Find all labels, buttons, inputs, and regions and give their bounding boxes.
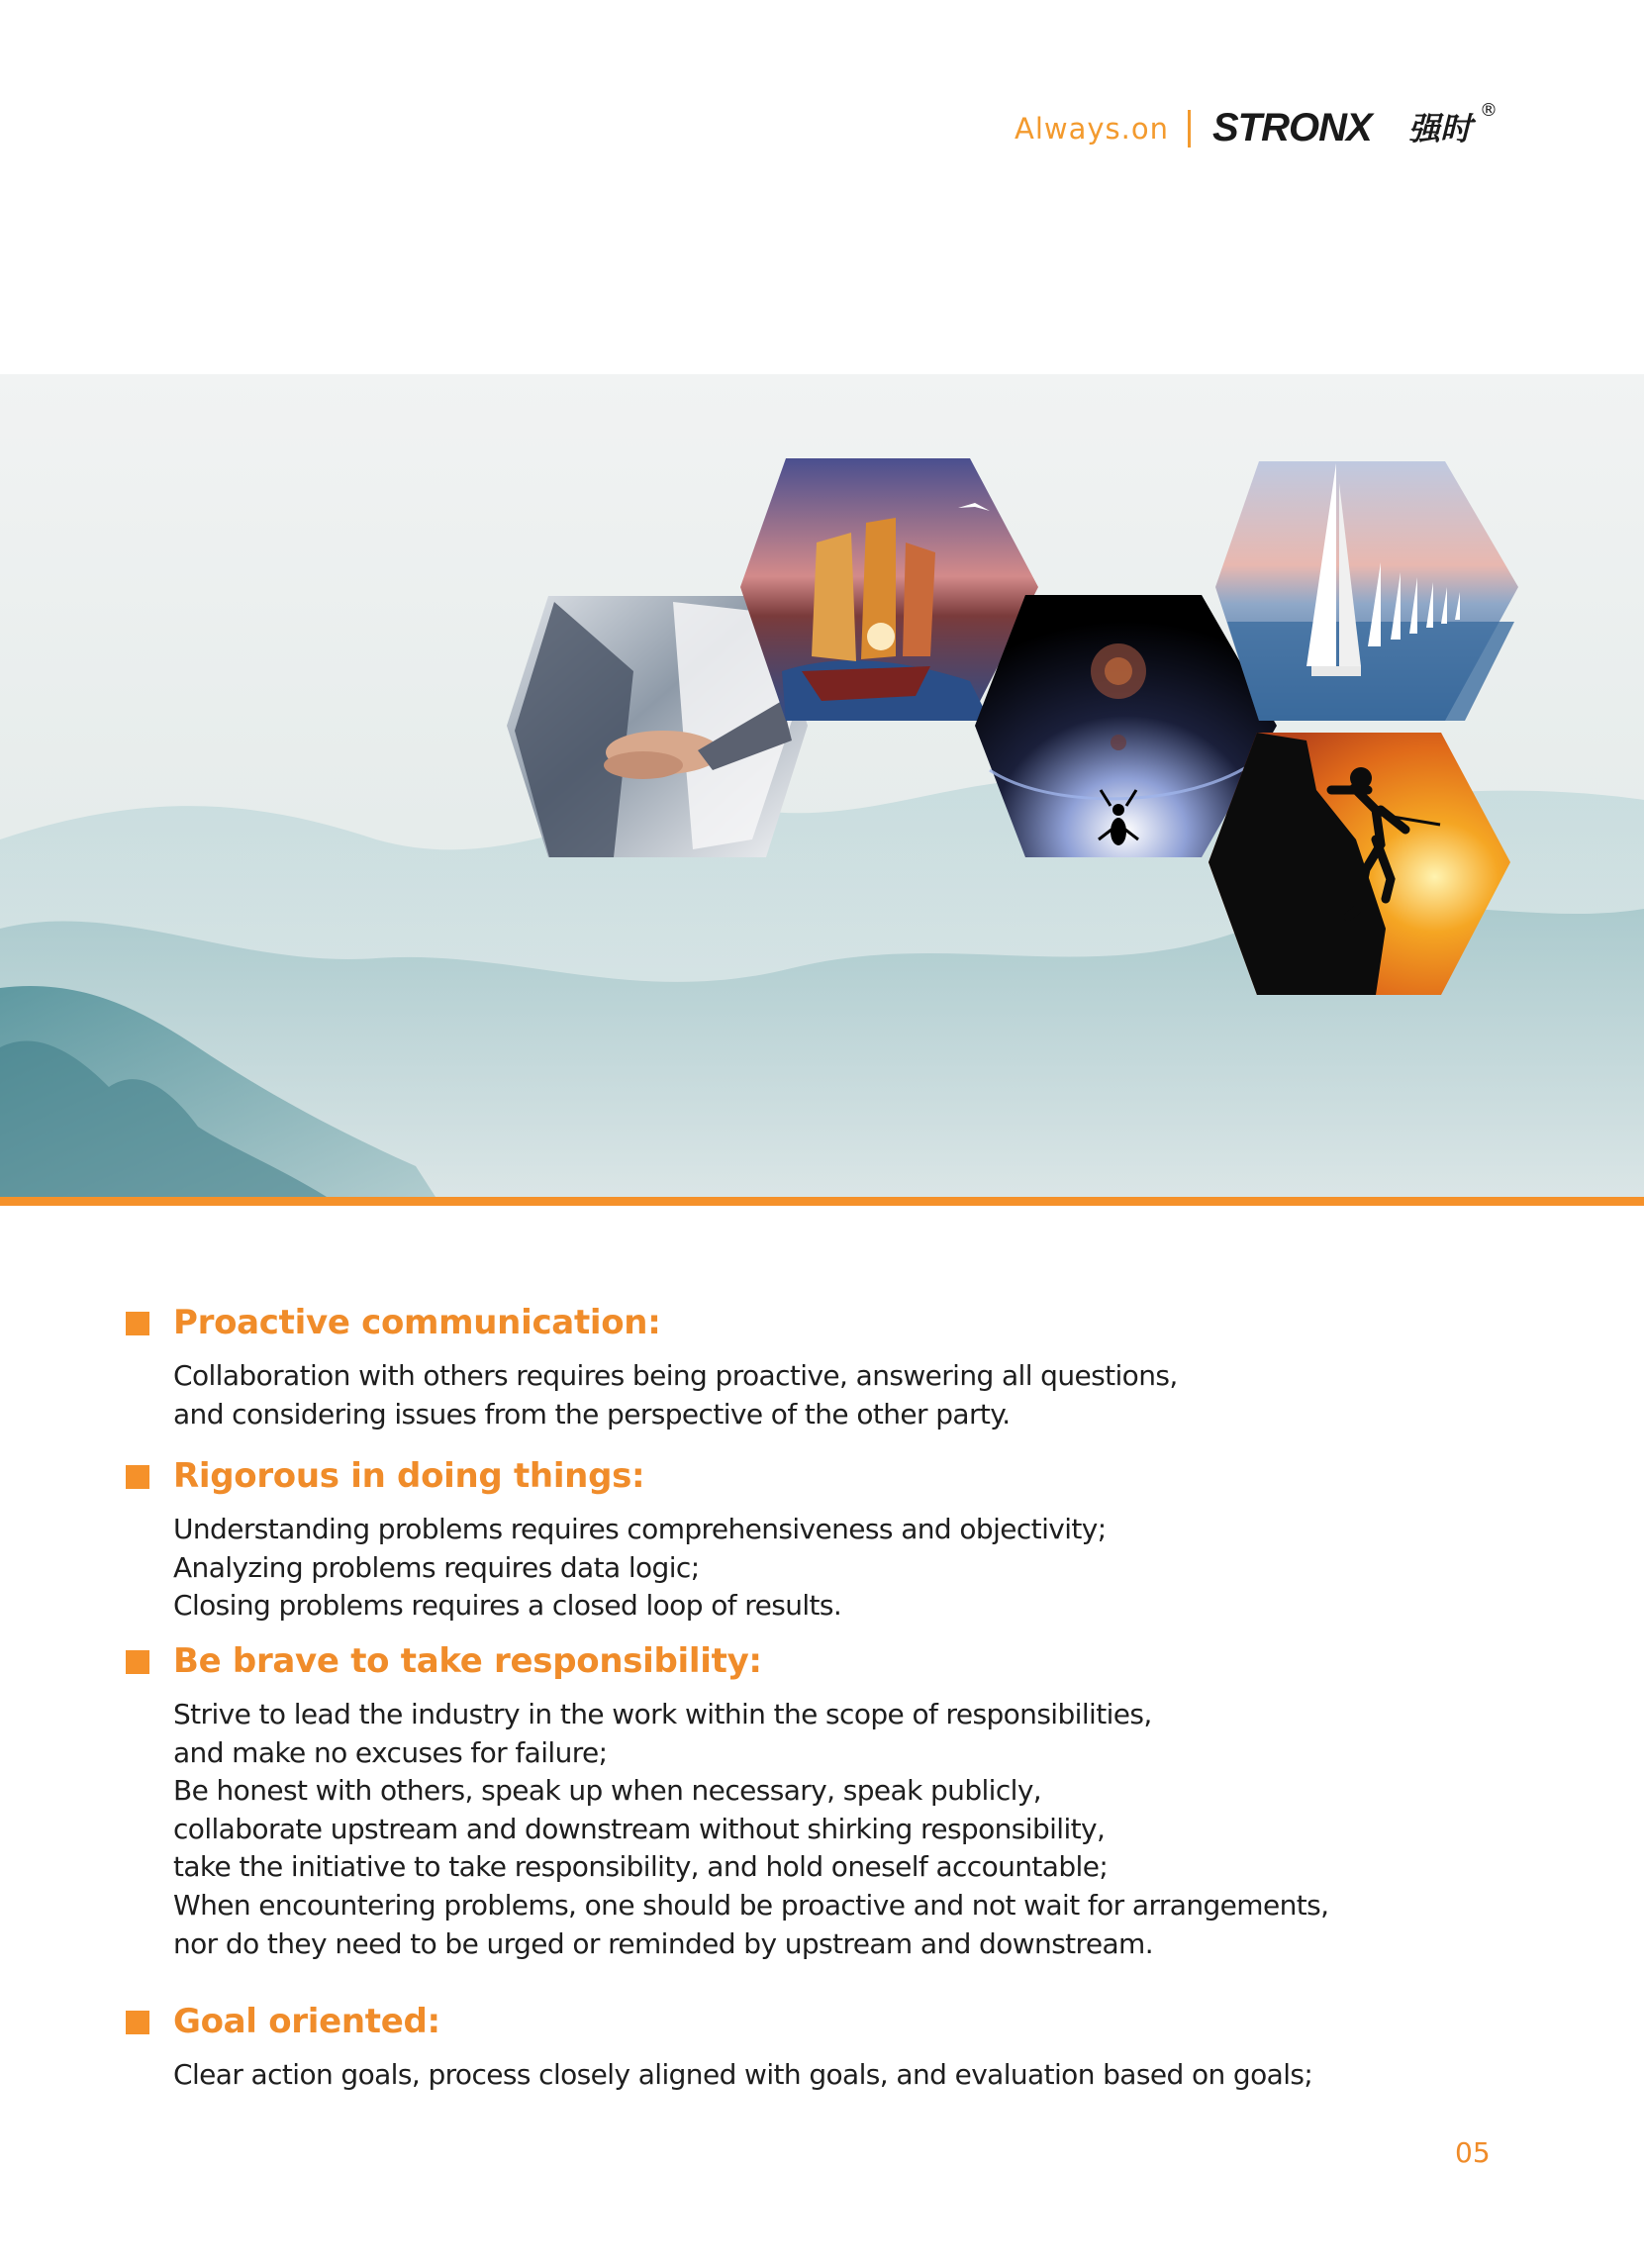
body-line: Collaboration with others requires being proactive, answering all questions, <box>173 1359 1178 1392</box>
orange-square-bullet-icon <box>126 1650 149 1674</box>
body-line: Closing problems requires a closed loop of results. <box>173 1589 842 1623</box>
body-line: When encountering problems, one should be proactive and not wait for arrangements, <box>173 1888 1329 1922</box>
hero-banner <box>0 374 1644 1197</box>
body-line: take the initiative to take responsibility, and hold oneself accountable; <box>173 1850 1109 1884</box>
section-body <box>173 1357 1178 1433</box>
body-line: Clear action goals, process closely aligned with goals, and evaluation based on goals; <box>173 2058 1313 2091</box>
orange-divider-rule <box>0 1197 1644 1206</box>
body-line: nor do they need to be urged or reminded by upstream and downstream. <box>173 1926 1154 1960</box>
section-heading: Goal oriented: <box>173 2002 440 2041</box>
section-body <box>173 1511 1107 1626</box>
tagline: Always.on <box>1015 112 1169 146</box>
body-line: and make no excuses for failure; <box>173 1735 608 1769</box>
section-heading: Rigorous in doing things: <box>173 1456 645 1496</box>
orange-square-bullet-icon <box>126 2011 149 2034</box>
section-heading: Be brave to take responsibility: <box>173 1641 762 1681</box>
header-divider <box>1188 110 1191 148</box>
brand-chinese: 强时 <box>1408 110 1473 148</box>
registered-mark: ® <box>1480 100 1498 121</box>
orange-square-bullet-icon <box>126 1312 149 1335</box>
body-line: Strive to lead the industry in the work within the scope of responsibilities, <box>173 1698 1152 1730</box>
section-body <box>173 1696 1328 1963</box>
section-heading: Proactive communication: <box>173 1303 661 1342</box>
body-line: Be honest with others, speak up when necessary, speak publicly, <box>173 1774 1042 1808</box>
body-line: Understanding problems requires comprehensiveness and objectivity; <box>173 1513 1107 1545</box>
stronx-logo <box>1212 94 1519 153</box>
page-number: 05 <box>1455 2136 1491 2169</box>
page-header <box>1000 94 1554 163</box>
body-line: and considering issues from the perspective of the other party. <box>173 1397 1011 1430</box>
orange-square-bullet-icon <box>126 1465 149 1489</box>
brand-latin: STRONX <box>1212 106 1372 149</box>
body-line: Analyzing problems requires data logic; <box>173 1550 700 1584</box>
body-line: collaborate upstream and downstream without shirking responsibility, <box>173 1812 1106 1845</box>
section-body <box>173 2056 1312 2095</box>
banner-artwork <box>0 374 1644 1197</box>
